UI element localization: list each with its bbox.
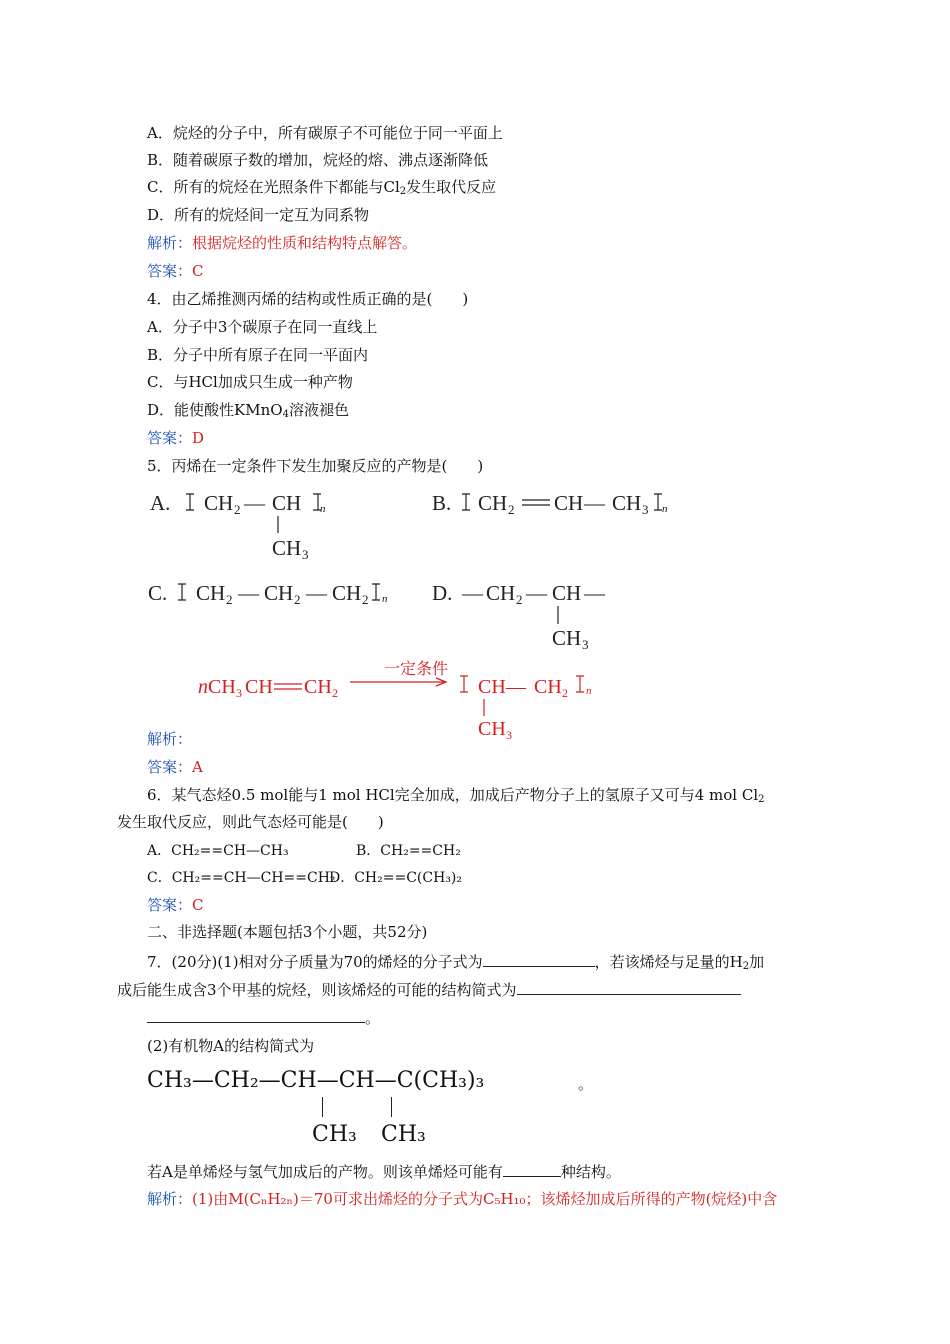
q5-a-n: n xyxy=(320,503,326,515)
q5-label-a: A. xyxy=(150,491,171,515)
q5-a-sub3: 3 xyxy=(302,547,309,562)
answer-blank-formula[interactable] xyxy=(483,951,595,967)
q5-d-dash-2: — xyxy=(526,581,547,605)
q5-rxn-p-ch2: CH xyxy=(534,676,562,698)
q5-rxn-sub3: 3 xyxy=(236,686,242,700)
q5-rxn-p-dash: — xyxy=(506,676,526,698)
q5-a-ch2: CH xyxy=(204,491,234,515)
q5-rxn-ch2: CH xyxy=(304,676,332,698)
q5-b-ch3: CH xyxy=(612,491,642,515)
q5-rxn-ch: CH xyxy=(245,676,273,698)
q5-d-ch2: CH xyxy=(486,581,516,605)
q5-d-sub3: 3 xyxy=(582,637,589,652)
q7-line1: 7．(20分)(1)相对分子质量为70的烯烃的分子式为 ，若该烯烃与足量的$H_2$加 xyxy=(147,953,765,972)
q4-option-d: D．能使酸性KMnO$_4$溶液褪色 xyxy=(147,401,349,420)
q7-part3: 若A是单烯烃与氢气加成后的产物。则该单烯烃可能有 种结构。 xyxy=(147,1163,621,1181)
q5-rxn-p-n: n xyxy=(586,685,592,697)
q5-c-n: n xyxy=(382,593,388,605)
q3-option-b: B．随着碳原子数的增加，烷烃的熔、沸点逐渐降低 xyxy=(147,151,489,169)
q4-option-b: B．分子中所有原子在同一平面内 xyxy=(147,346,369,364)
q5-rxn-p-sub3: 3 xyxy=(506,728,512,742)
q3-answer: 答案：C xyxy=(147,262,204,280)
q5-label-c: C. xyxy=(148,581,168,605)
q5-b-dash: — xyxy=(584,491,605,515)
q5-b-ch: CH xyxy=(554,491,584,515)
q5-c-dash-1: — xyxy=(238,581,259,605)
q6-stem-line1: 6．某气态烃0.5 mol能与1 mol HCl完全加成，加成后产物分子上的氢原子又可与4 mol $Cl_2$ xyxy=(147,786,765,805)
q7-formula-main: CH₃—CH₂—CH—CH—C(CH₃)₃ xyxy=(147,1068,485,1093)
q5-b-ch2: CH xyxy=(478,491,508,515)
q7-formula-end: 。 xyxy=(578,1075,594,1093)
q5-c-ch2-2: CH xyxy=(264,581,294,605)
answer-blank-count[interactable] xyxy=(503,1161,561,1177)
q5-c-ch2-3: CH xyxy=(332,581,362,605)
q4-option-a: A．分子中3个碳原子在同一直线上 xyxy=(147,318,378,336)
q5-rxn-sub2: 2 xyxy=(332,686,338,700)
q5-label-d: D. xyxy=(432,581,453,605)
q5-b-sub3: 3 xyxy=(642,502,649,517)
q5-rxn-ch3: CH xyxy=(208,676,236,698)
q5-d-dash-1: — xyxy=(462,581,483,605)
q4-answer: 答案：D xyxy=(147,429,205,447)
q5-d-ch3: CH xyxy=(552,626,582,650)
q6-stem-line2: 发生取代反应，则此气态烃可能是( ) xyxy=(117,813,384,831)
q5-rxn-n: n xyxy=(198,676,208,698)
q7-line3: 。 xyxy=(147,1007,380,1028)
q4-option-c: C．与HCl加成只生成一种产物 xyxy=(147,373,353,391)
q5-d-sub2: 2 xyxy=(516,592,523,607)
answer-blank-structure-1[interactable] xyxy=(517,979,741,995)
q5-a-dash: — xyxy=(244,491,265,515)
q4-stem: 4．由乙烯推测丙烯的结构或性质正确的是( ) xyxy=(147,290,469,308)
q5-d-ch: CH xyxy=(552,581,582,605)
q7-line2: 成后能生成含3个甲基的烷烃，则该烯烃的可能的结构简式为 xyxy=(117,979,741,1000)
q5-c-sub2-2: 2 xyxy=(294,592,301,607)
reaction-condition: 一定条件 xyxy=(384,661,449,678)
q5-c-dash-2: — xyxy=(306,581,327,605)
q5-c-sub2-1: 2 xyxy=(226,592,233,607)
q6-option-a: A．CH₂==CH—CH₃ xyxy=(147,843,289,859)
q5-c-ch2-1: CH xyxy=(196,581,226,605)
q7-branch-1: CH₃ xyxy=(312,1122,357,1147)
q6-option-c: C．CH₂==CH—CH==CH₂ xyxy=(147,870,336,886)
q7-branch-2: CH₃ xyxy=(381,1122,426,1147)
q5-c-sub2-3: 2 xyxy=(362,592,369,607)
q5-a-ch: CH xyxy=(272,491,302,515)
q5-rxn-p-sub2: 2 xyxy=(562,686,568,700)
q5-rxn-p-ch: CH xyxy=(478,676,506,698)
q7-analysis: 解析：(1)由M(CₙH₂ₙ)＝70可求出烯烃的分子式为C₅H₁₀；该烯烃加成后所得的产物(烷烃)中含 xyxy=(147,1190,778,1208)
q5-a-sub2: 2 xyxy=(234,502,241,517)
q3-option-c: C．所有的烷烃在光照条件下都能与$Cl_2$发生取代反应 xyxy=(147,178,497,197)
q6-option-d: D．CH₂==C(CH₃)₂ xyxy=(329,870,462,886)
q5-b-sub2: 2 xyxy=(508,502,515,517)
q5-analysis-label: 解析： xyxy=(147,730,193,748)
q6-answer: 答案：C xyxy=(147,896,204,914)
q5-a-ch3: CH xyxy=(272,536,302,560)
q5-d-dash-3: — xyxy=(584,581,605,605)
q3-analysis: 解析：根据烷烃的性质和结构特点解答。 xyxy=(147,234,418,252)
section-heading: 二、非选择题(本题包括3个小题，共52分) xyxy=(147,923,428,941)
q7-part2: (2)有机物A的结构简式为 xyxy=(147,1037,315,1055)
q5-rxn-p-ch3: CH xyxy=(478,718,506,740)
q6-option-b: B．CH₂==CH₂ xyxy=(356,843,461,859)
q7-bond-2 xyxy=(391,1097,392,1117)
q5-answer: 答案：A xyxy=(147,758,203,776)
q3-option-a: A．烷烃的分子中，所有碳原子不可能位于同一平面上 xyxy=(147,124,503,142)
q3-option-d: D．所有的烷烃间一定互为同系物 xyxy=(147,206,370,224)
answer-blank-structure-2[interactable] xyxy=(147,1007,365,1023)
q5-b-n: n xyxy=(662,503,668,515)
q5-label-b: B. xyxy=(432,491,452,515)
q7-bond-1 xyxy=(322,1097,323,1117)
q5-stem: 5．丙烯在一定条件下发生加聚反应的产物是( ) xyxy=(147,457,484,475)
